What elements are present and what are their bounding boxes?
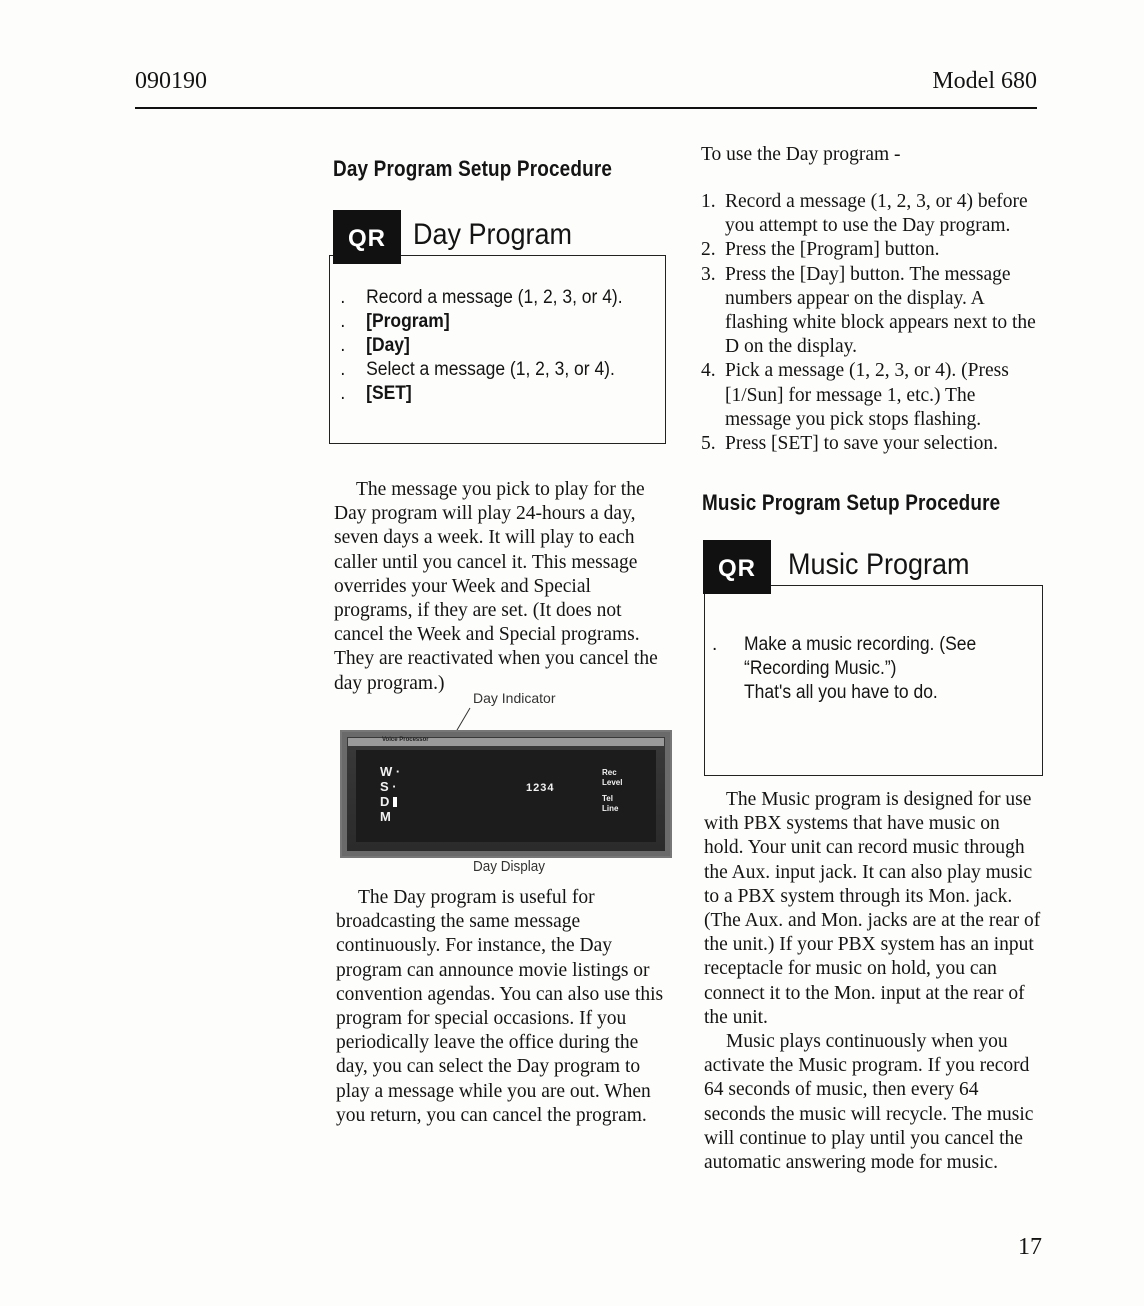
music-qr-bullet: . xyxy=(712,634,718,655)
step-item: 4. Pick a message (1, 2, 3, or 4). (Press [1/Sun] for message 1, etc.) The message you pick stops flashing. xyxy=(701,360,1009,430)
day-paragraph-2: The Day program is useful for broadcasting the same message continuously. For instance, the Day program can announce movie listings or convention agendas. You can also use this program for special occasions. If you periodically leave the office during the day, you can select the Day program to play a message while you are out. When you return, you can cancel the program. xyxy=(336,887,664,1126)
qr-item: . [Program] xyxy=(340,311,450,332)
qr-badge: QR xyxy=(333,210,401,264)
day-section-title: Day Program Setup Procedure xyxy=(333,156,613,181)
page-number: 17 xyxy=(1018,1234,1042,1260)
day-display-illustration xyxy=(340,730,672,858)
qr-item: . [Day] xyxy=(340,335,410,356)
qr-item-list xyxy=(333,286,648,406)
day-display-caption: Day Display xyxy=(473,858,546,875)
music-description xyxy=(704,788,1044,1175)
qr-title: Day Program xyxy=(413,218,573,251)
qr-item: . [SET] xyxy=(340,383,412,404)
step-item: 2. Press the [Program] button. xyxy=(701,239,940,261)
step-item: 3. Press the [Day] button. The message numbers appear on the display. A flashing white block appears next to the D on the display. xyxy=(701,263,1036,358)
music-paragraph-1: The Music program is designed for use with PBX systems that have music on hold. Your unit can record music through the Aux. input jack. It can also play music to a PBX system through its Mon. jack. (The Aux. and Mon. jacks are at the rear of the unit.) If your PBX system has an input receptacle for music on hold, you can connect it to the Mon. input at the rear of the unit. xyxy=(704,789,1041,1028)
display-right-labels: Rec Level Tel Line xyxy=(602,768,623,813)
header-rule xyxy=(135,107,1037,109)
day-indicator-label: Day Indicator xyxy=(473,690,556,706)
day-steps-list xyxy=(701,190,1041,456)
steps-intro: To use the Day program - xyxy=(701,144,901,165)
qr-item: . Select a message (1, 2, 3, or 4). xyxy=(340,359,615,380)
day-description xyxy=(334,478,670,696)
display-row-letters: W · S · D M xyxy=(380,764,401,824)
music-section-title: Music Program Setup Procedure xyxy=(702,490,1001,515)
qr-title: Music Program xyxy=(788,548,970,581)
step-item: 1. Record a message (1, 2, 3, or 4) before you attempt to use the Day program. xyxy=(701,191,1028,237)
music-qr-text: Make a music recording. (See “Recording Music.”) That's all you have to do. xyxy=(744,634,977,703)
document-number: 090190 xyxy=(135,68,207,94)
qr-item: . Record a message (1, 2, 3, or 4). xyxy=(340,287,623,308)
step-item: 5. Press [SET] to save your selection. xyxy=(701,433,998,455)
music-paragraph-2: Music plays continuously when you activate the Music program. If you record 64 seconds of music, then every 64 seconds the music will recycle. The music will continue to play until you cancel the automatic answering mode for music. xyxy=(704,1031,1034,1174)
display-digits: 1234 xyxy=(526,782,555,794)
display-brand: Voice Processor xyxy=(382,737,429,743)
day-paragraph-1: The message you pick to play for the Day program will play 24-hours a day, seven days a week. It will play to each caller until you cancel it. This message overrides your Week and Special programs, if they are set. (It does not cancel the Week and Special programs. They are reactivated when you cancel the day program.) xyxy=(334,479,658,694)
model-name: Model 680 xyxy=(932,68,1037,94)
qr-badge: QR xyxy=(703,540,771,594)
day-usage xyxy=(336,886,672,1128)
flashing-block xyxy=(393,797,397,807)
